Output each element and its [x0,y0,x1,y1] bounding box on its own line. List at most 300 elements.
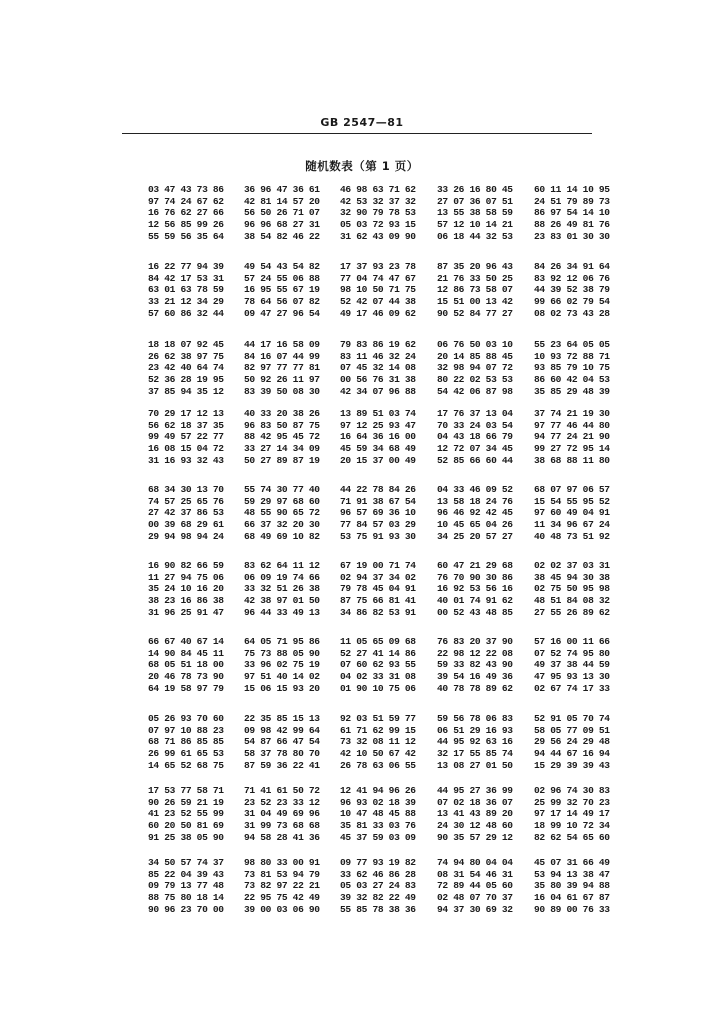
number-row: 42 38 97 01 50 [244,595,320,607]
number-row: 20 46 78 73 90 [148,671,224,683]
number-block [340,484,416,542]
number-row: 09 77 93 19 82 [340,857,416,868]
number-row: 35 24 10 16 20 [148,583,224,595]
number-row: 57 16 00 11 66 [534,636,610,647]
number-row: 16 76 62 27 66 [148,207,224,219]
number-block [340,261,416,319]
number-row: 74 57 25 65 76 [148,495,224,507]
number-row: 83 92 12 06 76 [534,272,610,284]
number-block [148,636,224,694]
number-row: 17 53 77 58 71 [148,785,224,796]
header-rule [122,133,592,134]
number-row: 48 51 84 08 32 [534,595,610,607]
number-block [244,636,320,694]
number-block [437,713,513,771]
number-row: 60 20 50 81 69 [148,820,224,832]
number-block [534,339,610,397]
number-row: 74 94 80 04 04 [437,857,513,868]
number-row: 47 95 93 13 30 [534,671,610,683]
number-row: 55 74 30 77 40 [244,484,320,495]
number-row: 73 32 08 11 12 [340,736,416,748]
number-row: 23 52 23 33 12 [244,796,320,808]
number-row: 38 54 82 46 22 [244,230,320,242]
number-block [148,408,224,466]
number-row: 79 83 86 19 62 [340,339,416,350]
number-block [534,636,610,694]
number-row: 56 62 18 37 35 [148,419,224,431]
number-block [437,636,513,694]
number-row: 68 71 86 85 85 [148,736,224,748]
number-row: 55 23 64 05 05 [534,339,610,350]
number-row: 72 89 44 05 60 [437,880,513,892]
number-row: 04 33 46 09 52 [437,484,513,495]
number-row: 96 44 33 49 13 [244,606,320,618]
number-row: 40 33 20 38 26 [244,408,320,419]
number-row: 23 42 40 64 74 [148,362,224,374]
number-row: 02 96 74 30 83 [534,785,610,796]
number-row: 57 60 86 32 44 [148,307,224,319]
number-row: 60 11 14 10 95 [534,184,610,195]
number-row: 85 22 04 39 43 [148,868,224,880]
number-row: 38 23 16 86 38 [148,595,224,607]
number-row: 23 83 01 30 30 [534,230,610,242]
number-row: 58 37 78 80 70 [244,748,320,760]
number-row: 02 94 37 34 02 [340,571,416,583]
number-row: 33 21 12 34 29 [148,296,224,308]
number-row: 76 83 20 37 90 [437,636,513,647]
number-row: 90 35 57 29 12 [437,831,513,843]
number-row: 55 59 56 35 64 [148,230,224,242]
number-row: 37 74 21 19 30 [534,408,610,419]
number-row: 05 03 72 93 15 [340,219,416,231]
number-row: 97 74 24 67 62 [148,195,224,207]
standard-number: GB 2547—81 [320,116,404,129]
number-row: 97 77 46 44 80 [534,419,610,431]
number-row: 33 96 02 75 19 [244,659,320,671]
number-row: 52 85 66 60 44 [437,454,513,466]
number-block [244,785,320,843]
number-row: 94 58 28 41 36 [244,831,320,843]
number-block [148,560,224,618]
number-row: 16 22 77 94 39 [148,261,224,272]
number-row: 71 41 61 50 72 [244,785,320,796]
number-block [244,857,320,915]
number-row: 12 41 94 96 26 [340,785,416,796]
number-row: 53 94 13 38 47 [534,868,610,880]
number-row: 40 78 78 89 62 [437,682,513,694]
number-row: 57 24 55 06 88 [244,272,320,284]
number-row: 10 93 72 88 71 [534,350,610,362]
number-block [340,408,416,466]
number-row: 61 71 62 99 15 [340,724,416,736]
number-row: 91 25 38 05 90 [148,831,224,843]
number-block [148,184,224,242]
number-row: 70 29 17 12 13 [148,408,224,419]
number-block [437,785,513,843]
number-block [437,339,513,397]
number-row: 33 62 46 86 28 [340,868,416,880]
number-row: 79 78 45 04 91 [340,583,416,595]
number-row: 24 51 79 89 73 [534,195,610,207]
number-row: 21 76 33 50 25 [437,272,513,284]
number-row: 80 22 02 53 53 [437,374,513,386]
number-row: 09 79 13 77 48 [148,880,224,892]
number-row: 94 77 24 21 90 [534,431,610,443]
number-row: 68 34 30 13 70 [148,484,224,495]
number-block [534,408,610,466]
number-row: 87 35 20 96 43 [437,261,513,272]
number-block [340,339,416,397]
number-row: 94 44 67 16 94 [534,748,610,760]
number-row: 22 95 75 42 49 [244,892,320,904]
number-row: 12 56 85 99 26 [148,219,224,231]
number-row: 98 80 33 00 91 [244,857,320,868]
number-row: 77 84 57 03 29 [340,519,416,531]
number-block [437,484,513,542]
number-row: 16 90 82 66 59 [148,560,224,571]
number-row: 42 34 07 96 88 [340,385,416,397]
number-row: 57 12 10 14 21 [437,219,513,231]
number-row: 26 62 38 97 75 [148,350,224,362]
number-block [340,713,416,771]
number-row: 64 19 58 97 79 [148,682,224,694]
number-row: 86 97 54 14 10 [534,207,610,219]
number-row: 33 26 16 80 45 [437,184,513,195]
number-row: 50 27 89 87 19 [244,454,320,466]
number-block [534,857,610,915]
number-row: 40 01 74 91 62 [437,595,513,607]
number-row: 31 62 43 09 90 [340,230,416,242]
number-block [437,857,513,915]
number-row: 18 18 07 92 45 [148,339,224,350]
number-row: 31 04 49 69 96 [244,808,320,820]
number-row: 44 22 78 84 26 [340,484,416,495]
number-row: 49 37 38 44 59 [534,659,610,671]
number-block [340,636,416,694]
number-row: 96 57 69 36 10 [340,507,416,519]
number-row: 96 96 68 27 31 [244,219,320,231]
number-row: 52 27 41 14 86 [340,647,416,659]
number-row: 14 65 52 68 75 [148,759,224,771]
number-row: 53 75 91 93 30 [340,530,416,542]
number-row: 07 97 10 88 23 [148,724,224,736]
number-row: 16 92 53 56 16 [437,583,513,595]
number-row: 24 30 12 48 60 [437,820,513,832]
number-row: 31 96 25 91 47 [148,606,224,618]
number-row: 68 07 97 06 57 [534,484,610,495]
number-row: 00 39 68 29 61 [148,519,224,531]
number-row: 76 70 90 30 86 [437,571,513,583]
number-row: 59 33 82 43 90 [437,659,513,671]
number-row: 44 95 27 36 99 [437,785,513,796]
number-row: 12 72 07 34 45 [437,443,513,455]
number-row: 41 23 52 55 99 [148,808,224,820]
number-row: 59 56 78 06 83 [437,713,513,724]
number-row: 44 95 92 63 16 [437,736,513,748]
number-row: 97 51 40 14 02 [244,671,320,683]
number-row: 16 95 55 67 19 [244,284,320,296]
number-row: 38 68 88 11 80 [534,454,610,466]
number-block [244,339,320,397]
number-row: 78 64 56 07 82 [244,296,320,308]
number-row: 59 29 97 68 60 [244,495,320,507]
number-row: 66 37 32 20 30 [244,519,320,531]
number-row: 26 78 63 06 55 [340,759,416,771]
number-row: 39 00 03 06 90 [244,903,320,915]
number-row: 96 83 50 87 75 [244,419,320,431]
number-block [148,484,224,542]
number-row: 33 27 14 34 09 [244,443,320,455]
number-row: 35 85 29 48 39 [534,385,610,397]
number-row: 33 32 51 26 38 [244,583,320,595]
number-row: 64 05 71 95 86 [244,636,320,647]
number-row: 04 43 18 66 79 [437,431,513,443]
table-title: 随机数表（第 1 页） [305,159,419,173]
number-block [437,184,513,242]
number-row: 70 33 24 03 54 [437,419,513,431]
number-row: 39 54 16 49 36 [437,671,513,683]
number-row: 83 62 64 11 12 [244,560,320,571]
number-row: 03 47 43 73 86 [148,184,224,195]
number-block [148,857,224,915]
number-row: 02 48 07 70 37 [437,892,513,904]
number-row: 63 01 63 78 59 [148,284,224,296]
number-row: 52 91 05 70 74 [534,713,610,724]
number-row: 05 26 93 70 60 [148,713,224,724]
number-row: 32 90 79 78 53 [340,207,416,219]
number-row: 31 99 73 68 68 [244,820,320,832]
number-row: 46 98 63 71 62 [340,184,416,195]
number-row: 45 07 31 66 49 [534,857,610,868]
number-row: 06 09 19 74 66 [244,571,320,583]
number-row: 96 46 92 42 45 [437,507,513,519]
number-row: 11 05 65 09 68 [340,636,416,647]
number-row: 98 10 50 71 75 [340,284,416,296]
number-row: 15 29 39 39 43 [534,759,610,771]
number-row: 37 85 94 35 12 [148,385,224,397]
number-row: 88 75 80 18 14 [148,892,224,904]
number-row: 86 60 42 04 53 [534,374,610,386]
number-block [244,713,320,771]
number-row: 32 17 55 85 74 [437,748,513,760]
number-row: 52 42 07 44 38 [340,296,416,308]
number-block [148,261,224,319]
number-block [437,261,513,319]
number-row: 06 18 44 32 53 [437,230,513,242]
number-row: 49 17 46 09 62 [340,307,416,319]
number-row: 54 42 06 87 98 [437,385,513,397]
number-row: 36 96 47 36 61 [244,184,320,195]
number-row: 14 90 84 45 11 [148,647,224,659]
number-row: 66 67 40 67 14 [148,636,224,647]
number-row: 90 89 00 76 33 [534,903,610,915]
number-row: 56 50 26 71 07 [244,207,320,219]
number-row: 34 25 20 57 27 [437,530,513,542]
number-row: 27 07 36 07 51 [437,195,513,207]
number-row: 99 66 02 79 54 [534,296,610,308]
number-row: 71 91 38 67 54 [340,495,416,507]
number-row: 15 51 00 13 42 [437,296,513,308]
number-row: 60 47 21 29 68 [437,560,513,571]
number-block [534,261,610,319]
number-row: 13 58 18 24 76 [437,495,513,507]
number-row: 27 42 37 86 53 [148,507,224,519]
number-row: 82 62 54 65 60 [534,831,610,843]
number-row: 07 45 32 14 08 [340,362,416,374]
number-row: 16 64 36 16 00 [340,431,416,443]
number-row: 48 55 90 65 72 [244,507,320,519]
number-block [244,261,320,319]
number-row: 00 56 76 31 38 [340,374,416,386]
number-row: 55 85 78 38 36 [340,903,416,915]
number-block [534,184,610,242]
number-row: 07 52 74 95 80 [534,647,610,659]
number-row: 34 86 82 53 91 [340,606,416,618]
number-row: 99 49 57 22 77 [148,431,224,443]
number-row: 07 02 18 36 07 [437,796,513,808]
number-row: 97 12 25 93 47 [340,419,416,431]
number-row: 31 16 93 32 43 [148,454,224,466]
number-row: 22 35 85 15 13 [244,713,320,724]
number-row: 54 87 66 47 54 [244,736,320,748]
number-row: 50 92 26 11 97 [244,374,320,386]
number-block [340,184,416,242]
number-row: 87 59 36 22 41 [244,759,320,771]
number-row: 96 93 02 18 39 [340,796,416,808]
number-row: 52 36 28 19 95 [148,374,224,386]
number-row: 02 02 37 03 31 [534,560,610,571]
number-block [244,184,320,242]
number-block [534,560,610,618]
number-block [148,713,224,771]
number-row: 42 81 14 57 20 [244,195,320,207]
number-row: 29 56 24 29 48 [534,736,610,748]
number-row: 26 99 61 65 53 [148,748,224,760]
number-row: 87 75 66 81 41 [340,595,416,607]
number-row: 13 55 38 58 59 [437,207,513,219]
number-row: 68 05 51 18 00 [148,659,224,671]
number-row: 92 03 51 59 77 [340,713,416,724]
number-row: 09 98 42 99 64 [244,724,320,736]
number-row: 42 10 50 67 42 [340,748,416,760]
number-block [340,785,416,843]
number-block [340,857,416,915]
number-row: 73 82 97 22 21 [244,880,320,892]
number-row: 08 02 73 43 28 [534,307,610,319]
number-row: 84 26 34 91 64 [534,261,610,272]
number-row: 42 53 32 37 32 [340,195,416,207]
number-row: 20 14 85 88 45 [437,350,513,362]
number-row: 84 16 07 44 99 [244,350,320,362]
number-row: 16 04 61 67 87 [534,892,610,904]
number-row: 02 75 50 95 98 [534,583,610,595]
number-row: 29 94 98 94 24 [148,530,224,542]
number-row: 49 54 43 54 82 [244,261,320,272]
number-row: 32 98 94 07 72 [437,362,513,374]
number-row: 08 31 54 46 31 [437,868,513,880]
number-row: 27 55 26 89 62 [534,606,610,618]
number-block [534,713,610,771]
number-row: 44 39 52 38 79 [534,284,610,296]
number-row: 10 45 65 04 26 [437,519,513,531]
number-row: 99 27 72 95 14 [534,443,610,455]
number-row: 67 19 00 71 74 [340,560,416,571]
number-row: 82 97 77 77 81 [244,362,320,374]
number-row: 20 15 37 00 49 [340,454,416,466]
number-row: 16 08 15 04 72 [148,443,224,455]
number-row: 01 90 10 75 06 [340,682,416,694]
number-row: 00 52 43 48 85 [437,606,513,618]
number-block [244,484,320,542]
number-row: 02 67 74 17 33 [534,682,610,694]
number-row: 83 11 46 32 24 [340,350,416,362]
number-row: 40 48 73 51 92 [534,530,610,542]
number-row: 58 05 77 09 51 [534,724,610,736]
number-row: 06 76 50 03 10 [437,339,513,350]
number-row: 17 37 93 23 78 [340,261,416,272]
number-row: 38 45 94 30 38 [534,571,610,583]
number-row: 68 49 69 10 82 [244,530,320,542]
number-row: 13 41 43 89 20 [437,808,513,820]
number-row: 39 32 82 22 49 [340,892,416,904]
number-block [437,408,513,466]
number-row: 93 85 79 10 75 [534,362,610,374]
number-row: 07 60 62 93 55 [340,659,416,671]
number-row: 88 42 95 45 72 [244,431,320,443]
number-row: 34 50 57 74 37 [148,857,224,868]
number-row: 97 17 14 49 17 [534,808,610,820]
number-block [340,560,416,618]
number-block [244,560,320,618]
number-row: 90 52 84 77 27 [437,307,513,319]
number-row: 90 96 23 70 00 [148,903,224,915]
number-row: 84 42 17 53 31 [148,272,224,284]
number-row: 75 73 88 05 90 [244,647,320,659]
number-block [148,339,224,397]
number-row: 97 60 49 04 91 [534,507,610,519]
number-row: 45 37 59 03 09 [340,831,416,843]
number-block [244,408,320,466]
number-block [534,484,610,542]
number-row: 11 27 94 75 06 [148,571,224,583]
number-row: 44 17 16 58 09 [244,339,320,350]
number-row: 35 81 33 03 76 [340,820,416,832]
number-row: 18 99 10 72 34 [534,820,610,832]
number-row: 13 08 27 01 50 [437,759,513,771]
number-row: 22 98 12 22 08 [437,647,513,659]
number-block [534,785,610,843]
number-row: 15 54 55 95 52 [534,495,610,507]
number-row: 09 47 27 96 54 [244,307,320,319]
number-row: 88 26 49 81 76 [534,219,610,231]
number-row: 35 80 39 94 88 [534,880,610,892]
number-row: 77 04 74 47 67 [340,272,416,284]
number-row: 17 76 37 13 04 [437,408,513,419]
number-row: 73 81 53 94 79 [244,868,320,880]
number-row: 83 39 50 08 30 [244,385,320,397]
number-row: 25 99 32 70 23 [534,796,610,808]
number-row: 10 47 48 45 88 [340,808,416,820]
number-row: 05 03 27 24 83 [340,880,416,892]
number-row: 06 51 29 16 93 [437,724,513,736]
number-row: 13 89 51 03 74 [340,408,416,419]
number-row: 15 06 15 93 20 [244,682,320,694]
number-block [148,785,224,843]
number-row: 12 86 73 58 07 [437,284,513,296]
number-block [437,560,513,618]
number-row: 45 59 34 68 49 [340,443,416,455]
number-row: 90 26 59 21 19 [148,796,224,808]
